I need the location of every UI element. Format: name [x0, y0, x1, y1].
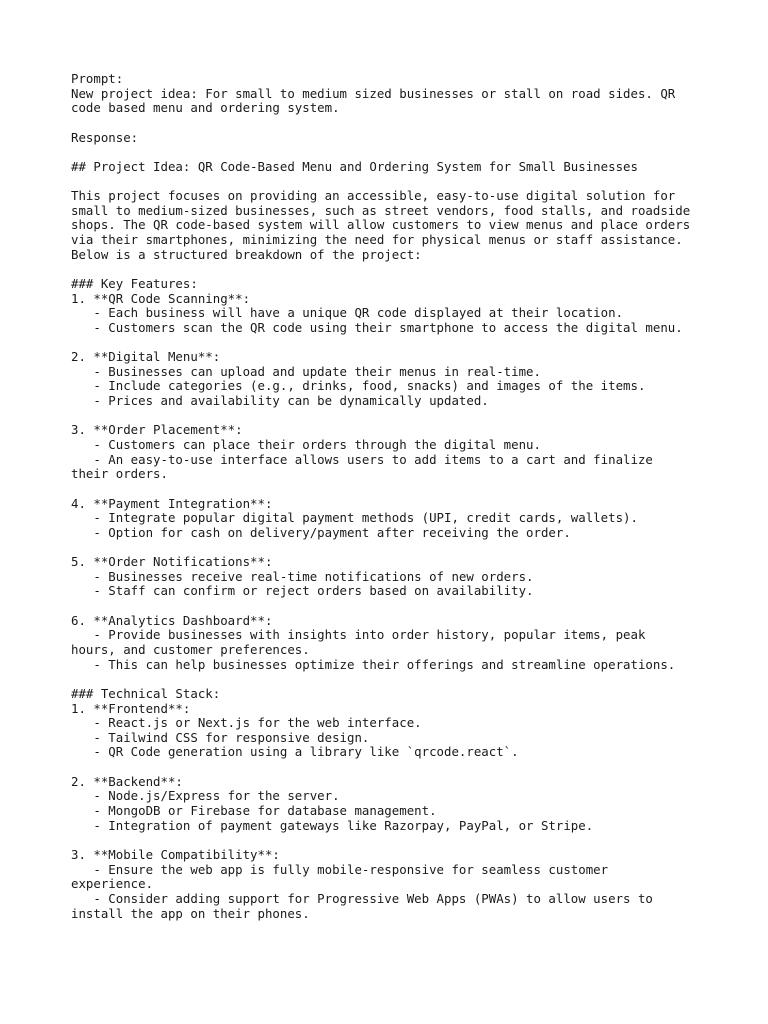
text-line: 4. **Payment Integration**: — [71, 495, 273, 511]
document-page — [71, 72, 711, 921]
blank-line — [71, 174, 711, 189]
blank-line — [71, 482, 711, 497]
text-line: - Ensure the web app is fully mobile-responsive for seamless customer — [71, 861, 609, 877]
text-line: small to medium-sized businesses, such as street vendors, food stalls, and roadside — [71, 202, 691, 218]
text-line: Prompt: — [71, 71, 124, 86]
text-line: - Businesses receive real-time notifications of new orders. — [71, 568, 534, 584]
blank-line — [71, 409, 711, 424]
text-line: - Each business will have a unique QR code displayed at their location. — [71, 305, 624, 321]
text-line: - Customers scan the QR code using their smartphone to access the digital menu. — [71, 319, 683, 335]
text-line: 2. **Backend**: — [71, 773, 183, 789]
heading-line: ### Technical Stack: — [71, 685, 221, 701]
text-line: - Customers can place their orders through the digital menu. — [71, 437, 541, 453]
text-line: 6. **Analytics Dashboard**: — [71, 612, 273, 628]
text-line: - MongoDB or Firebase for database management. — [71, 803, 437, 819]
heading-line: ## Project Idea: QR Code-Based Menu and Ordering System for Small Businesses — [71, 158, 638, 174]
text-line: - Consider adding support for Progressive Web Apps (PWAs) to allow users to — [71, 890, 653, 906]
text-line: 1. **Frontend**: — [71, 700, 191, 716]
text-line: - Prices and availability can be dynamically updated. — [71, 393, 489, 409]
blank-line — [71, 833, 711, 848]
text-line: hours, and customer preferences. — [71, 641, 310, 657]
text-line: - An easy-to-use interface allows users to add items to a cart and finalize — [71, 451, 653, 467]
text-line: install the app on their phones. — [71, 905, 310, 921]
text-line: - This can help businesses optimize their offerings and streamline operations. — [71, 656, 676, 672]
text-line: 3. **Order Placement**: — [71, 422, 243, 438]
text-line: This project focuses on providing an accessible, easy-to-use digital solution for — [71, 188, 676, 204]
text-line: New project idea: For small to medium sized businesses or stall on road sides. QR — [71, 85, 676, 101]
text-line: Response: — [71, 129, 139, 145]
blank-line — [71, 760, 711, 775]
text-line: code based menu and ordering system. — [71, 100, 340, 116]
text-line: via their smartphones, minimizing the need for physical menus or staff assistance. — [71, 232, 683, 248]
text-line: Below is a structured breakdown of the project: — [71, 246, 422, 262]
blank-line — [71, 145, 711, 160]
blank-line — [71, 599, 711, 614]
blank-line — [71, 336, 711, 351]
blank-line — [71, 672, 711, 687]
text-line: - Tailwind CSS for responsive design. — [71, 729, 370, 745]
text-line: their orders. — [71, 466, 168, 482]
text-line: - Staff can confirm or reject orders based on availability. — [71, 583, 534, 599]
text-line: shops. The QR code-based system will allow customers to view menus and place orders — [71, 217, 691, 233]
heading-line: ### Key Features: — [71, 275, 198, 291]
blank-line — [71, 262, 711, 277]
text-line: 3. **Mobile Compatibility**: — [71, 846, 280, 862]
text-line: - Integration of payment gateways like Razorpay, PayPal, or Stripe. — [71, 817, 594, 833]
text-line: - Integrate popular digital payment methods (UPI, credit cards, wallets). — [71, 510, 638, 526]
text-line: - QR Code generation using a library like `qrcode.react`. — [71, 744, 519, 760]
text-line: 5. **Order Notifications**: — [71, 554, 273, 570]
text-line: - Node.js/Express for the server. — [71, 788, 340, 804]
text-line: - Businesses can upload and update their menus in real-time. — [71, 363, 541, 379]
text-line: experience. — [71, 876, 154, 892]
blank-line — [71, 541, 711, 556]
text-line: - Include categories (e.g., drinks, food, snacks) and images of the items. — [71, 378, 646, 394]
text-line: - React.js or Next.js for the web interface. — [71, 715, 422, 731]
text-line: - Provide businesses with insights into order history, popular items, peak — [71, 627, 646, 643]
text-line: - Option for cash on delivery/payment after receiving the order. — [71, 524, 571, 540]
text-line: 2. **Digital Menu**: — [71, 349, 221, 365]
text-line: 1. **QR Code Scanning**: — [71, 290, 251, 306]
blank-line — [71, 116, 711, 131]
